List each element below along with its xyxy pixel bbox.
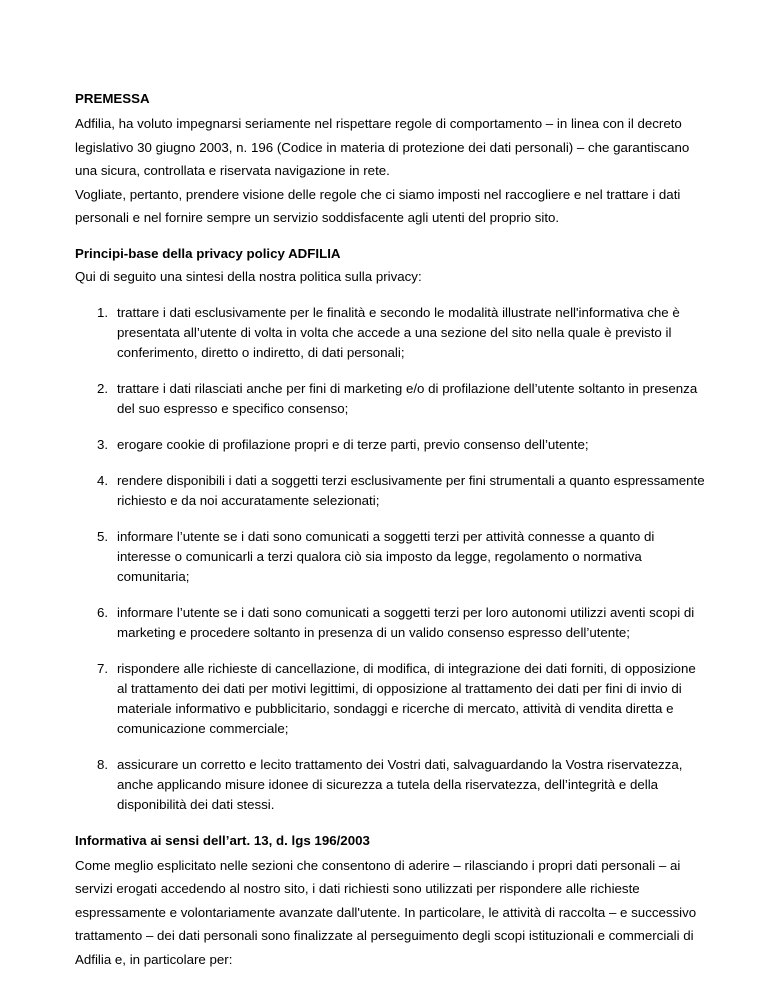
informativa-paragraph: Come meglio esplicitato nelle sezioni che consentono di aderire – rilasciando i propri dati personali – ai servizi erogati accedendo al nostro sito, i dati richiesti sono utilizzati per rispondere alle richieste espressamente e volontariamente avanzate dall'utente. In particolare, le attività di raccolta – e successivo trattamento – dei dati personali sono finalizzate al perseguimento degli scopi istituzionali e commerciali di Adfilia e, in particolare per:: [75, 857, 697, 967]
list-item-text: assicurare un corretto e lecito trattamento dei Vostri dati, salvaguardando la Vostra riservatezza, anche applicando misure idonee di sicurezza a tutela della riservatezza, dell’integrità e della disponibilità dei dati stessi.: [117, 756, 683, 812]
list-item: [75, 659, 705, 739]
list-item: [75, 527, 705, 587]
list-item-text: informare l’utente se i dati sono comunicati a soggetti terzi per loro autonomi utilizzi aventi scopi di marketing e procedere soltanto in presenza di un valido consenso espresso dell’utente;: [117, 604, 695, 640]
list-item: [75, 379, 705, 419]
list-item: [75, 435, 705, 455]
document-content: [75, 89, 705, 971]
list-item-text: rispondere alle richieste di cancellazione, di modifica, di integrazione dei dati forniti, di opposizione al trattamento dei dati per motivi legittimi, di opposizione al trattamento dei dati per fini di invio di materiale informativo e pubblicitario, sondaggi e ricerche di mercato, attività di vendita diretta e comunicazione commerciale;: [117, 660, 696, 736]
premessa-paragraph-2: Vogliate, pertanto, prendere visione delle regole che ci siamo imposti nel raccogliere e nel trattare i dati personali e nel fornire sempre un servizio soddisfacente agli utenti del proprio sito.: [75, 186, 681, 225]
principi-heading: Principi-base della privacy policy ADFILIA: [75, 245, 341, 261]
premessa-paragraph-1: Adfilia, ha voluto impegnarsi seriamente nel rispettare regole di comportamento – in linea con il decreto legislativo 30 giugno 2003, n. 196 (Codice in materia di protezione dei dati personali) – che garantiscano una sicura, controllata e riservata navigazione in rete.: [75, 116, 690, 178]
principi-intro: Qui di seguito una sintesi della nostra politica sulla privacy:: [75, 268, 422, 284]
list-item: [75, 755, 705, 815]
principi-list: [75, 303, 705, 815]
list-item: [75, 471, 705, 511]
informativa-heading: Informativa ai sensi dell’art. 13, d. lgs 196/2003: [75, 832, 370, 848]
list-item-text: erogare cookie di profilazione propri e di terze parti, previo consenso dell’utente;: [117, 436, 589, 452]
list-item: [75, 603, 705, 643]
list-item-number: 1.: [97, 304, 109, 320]
list-item-number: 7.: [97, 660, 109, 676]
list-item-number: 8.: [97, 756, 109, 772]
list-item-text: rendere disponibili i dati a soggetti terzi esclusivamente per fini strumentali a quanto espressamente richiesto e da noi accuratamente selezionati;: [117, 472, 705, 508]
list-item-number: 2.: [97, 380, 109, 396]
list-item: [75, 303, 705, 363]
list-item-number: 6.: [97, 604, 109, 620]
list-item-text: trattare i dati esclusivamente per le finalità e secondo le modalità illustrate nell'informativa che è presentata all’utente di volta in volta che accede a una sezione del sito nella quale è previsto il conferimento, diretto o indiretto, di dati personali;: [117, 304, 680, 360]
list-item-number: 3.: [97, 436, 109, 452]
list-item-text: trattare i dati rilasciati anche per fini di marketing e/o di profilazione dell’utente soltanto in presenza del suo espresso e specifico consenso;: [117, 380, 698, 416]
list-item-number: 5.: [97, 528, 109, 544]
list-item-number: 4.: [97, 472, 109, 488]
list-item-text: informare l’utente se i dati sono comunicati a soggetti terzi per attività connesse a quanto di interesse o comunicarli a terzi qualora ciò sia imposto da legge, regolamento o normativa comunitaria;: [117, 528, 655, 584]
premessa-heading: PREMESSA: [75, 91, 150, 106]
